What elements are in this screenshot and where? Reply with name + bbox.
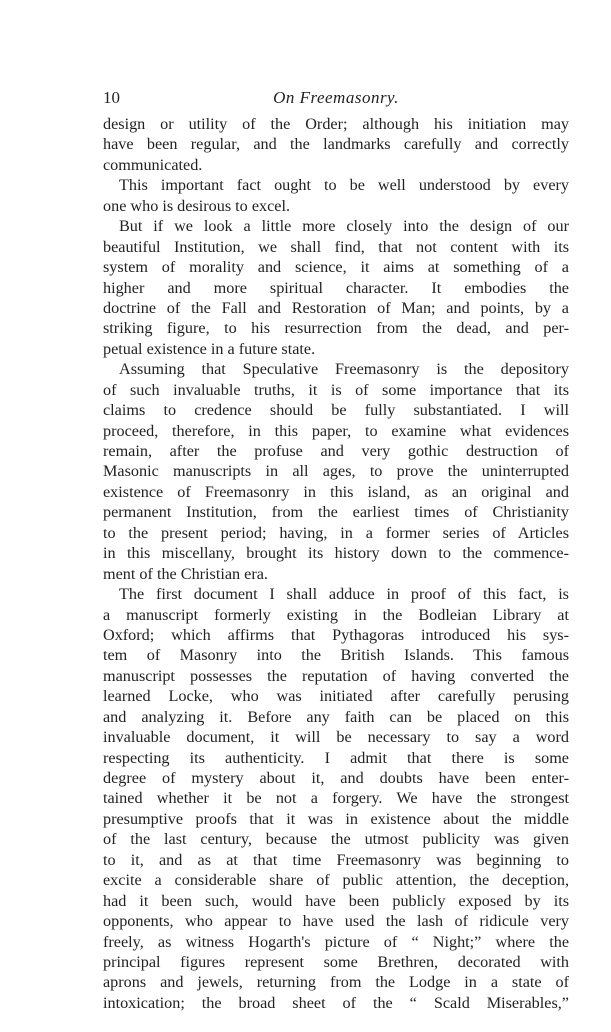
text-line: of the last century, because the utmost publicity was given xyxy=(103,830,569,849)
text-line: proceed, therefore, in this paper, to examine what evidences xyxy=(103,421,569,440)
paragraph xyxy=(103,175,569,216)
text-line: manuscript possesses the reputation of having converted the xyxy=(103,666,569,685)
paragraph xyxy=(103,584,569,1013)
book-page xyxy=(103,84,569,1013)
text-line: principal figures represent some Brethren, decorated with xyxy=(103,952,569,971)
body-text xyxy=(103,114,569,1013)
text-line: remain, after the profuse and very gothic destruction of xyxy=(103,442,569,460)
text-line: to the present period; having, in a former series of Articles xyxy=(103,523,569,542)
text-line: communicated. xyxy=(103,155,203,174)
text-line: But if we look a little more closely into the design of our xyxy=(119,217,569,236)
text-line: Oxford; which affirms that Pythagoras introduced his sys- xyxy=(103,625,569,644)
text-line: in this miscellany, brought its history down to the commence- xyxy=(103,544,569,563)
text-line: opponents, who appear to have used the lash of ridicule very xyxy=(103,912,569,931)
text-line: intoxication; the broad sheet of the “ Scald Miserables,” xyxy=(103,993,569,1012)
text-line: doctrine of the Fall and Restoration of Man; and points, by a xyxy=(103,298,569,317)
text-line: existence of Freemasonry in this island, as an original and xyxy=(103,482,569,501)
text-line: system of morality and science, it aims at something of a xyxy=(103,258,569,277)
text-line: tained whether it be not a forgery. We have the strongest xyxy=(103,789,569,808)
text-line: Assuming that Speculative Freemasonry is the depository xyxy=(119,360,569,379)
text-line: claims to credence should be fully substantiated. I will xyxy=(103,401,569,420)
text-line: have been regular, and the landmarks carefully and correctly xyxy=(103,135,569,154)
text-line: learned Locke, who was initiated after carefully perusing xyxy=(103,687,569,706)
text-line: higher and more spiritual character. It embodies the xyxy=(103,278,569,297)
text-line: and analyzing it. Before any faith can be placed on this xyxy=(103,707,569,726)
text-line: ment of the Christian era. xyxy=(103,564,268,583)
paragraph xyxy=(103,216,569,359)
text-line: presumptive proofs that it was in existence about the middle xyxy=(103,809,569,828)
text-line: invaluable document, it will be necessary to say a word xyxy=(103,728,569,747)
text-line: tem of Masonry into the British Islands. This famous xyxy=(103,646,569,665)
running-head xyxy=(103,84,569,114)
text-line: one who is desirous to excel. xyxy=(103,196,291,215)
text-line: to it, and as at that time Freemasonry was beginning to xyxy=(103,850,569,869)
text-line: This important fact ought to be well understood by every xyxy=(119,176,569,195)
text-line: Masonic manuscripts in all ages, to prove the uninterrupted xyxy=(103,462,569,481)
text-line: of such invaluable truths, it is of some importance that its xyxy=(103,380,569,399)
text-line: had it been such, would have been publicly exposed by its xyxy=(103,891,569,910)
paragraph xyxy=(103,114,569,175)
text-line: striking figure, to his resurrection from the dead, and per- xyxy=(103,319,569,338)
text-line: freely, as witness Hogarth's picture of “ Night;” where the xyxy=(103,932,569,951)
page-number: 10 xyxy=(103,88,120,107)
text-line: excite a considerable share of public attention, the deception, xyxy=(103,871,569,890)
text-line: beautiful Institution, we shall find, that not content with its xyxy=(103,237,569,256)
text-line: petual existence in a future state. xyxy=(103,339,316,358)
text-line: aprons and jewels, returning from the Lodge in a state of xyxy=(103,973,569,992)
text-line: degree of mystery about it, and doubts have been enter- xyxy=(103,769,569,787)
text-line: a manuscript formerly existing in the Bodleian Library at xyxy=(103,605,569,624)
text-line: respecting its authenticity. I admit that there is some xyxy=(103,748,569,767)
text-line: design or utility of the Order; although his initiation may xyxy=(103,115,569,133)
text-line: The first document I shall adduce in proof of this fact, is xyxy=(119,585,569,604)
text-line: permanent Institution, from the earliest times of Christianity xyxy=(103,503,569,522)
paragraph xyxy=(103,359,569,584)
running-title: On Freemasonry. xyxy=(273,88,399,107)
